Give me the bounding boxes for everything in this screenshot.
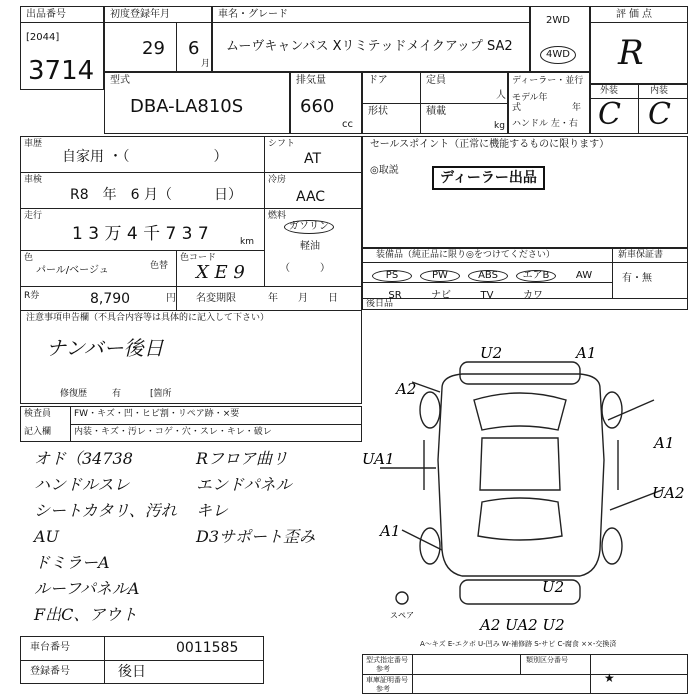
mark-left-mid: UA1 [362,450,395,468]
exterior-value: C [598,97,621,132]
equipment-item: AW [575,270,593,281]
lot-number: 3714 [28,56,95,86]
score-value: R [618,33,644,73]
repair-label: 修復歴 [60,389,88,399]
mileage-label: 走行 [24,211,43,221]
seats-label: 定員 [426,75,446,86]
seats-unit: 人 [496,90,506,101]
fuel-gasoline: ガソリン [284,220,334,234]
recycle-value: 8,790 [90,291,131,307]
inspector-label-1: 検査員 [24,409,52,419]
first-reg-label: 初度登録年月 [110,9,170,20]
star-mark: ★ [604,671,615,685]
car-damage-diagram [362,340,692,640]
equipment-item: PS [372,270,412,282]
warranty-value: 有・無 [622,273,652,284]
fuel-other: （ ） [280,263,330,274]
reg-no-label: 登録番号 [30,666,70,677]
handwritten-note: オド（34738 [34,449,133,468]
mark-right-mid: UA2 [652,484,685,502]
model-value: DBA-LA810S [130,96,244,117]
ac-value: AAC [296,189,326,205]
equipment-item: カワ [523,290,543,301]
recycle-label: R券 [24,291,40,301]
dealer-label: ディーラー・並行 [512,76,584,86]
lot-label: 出品番号 [26,9,66,20]
equipment-row-2 [372,285,556,301]
color-code-label: 色コード [180,253,217,263]
equipment-row-1 [372,265,604,282]
equipment-label: 装備品（純正品に限り◎をつけてください） [376,250,555,260]
mileage-unit: km [240,237,254,247]
model-year-label: モデル年式 [512,93,548,113]
warranty-label: 新車保証書 [618,250,664,260]
mark-left-low: A1 [380,522,401,540]
sales-points-box [362,136,688,248]
mark-top-right: A1 [576,344,597,362]
equipment-item: SR [388,290,402,301]
inspector-fw-line: FW・キズ・凹・ヒビ割・リペア跡・×要 [74,409,240,419]
inspector-int-line: 内装・キズ・汚レ・コゲ・穴・スレ・キレ・破レ [74,427,272,437]
load-unit: kg [494,121,505,131]
handwritten-note: キレ [196,501,228,520]
inspector-notes-right [196,446,315,550]
class-label: 類別区分番号 [526,656,568,664]
door-label: ドア [368,75,388,86]
repair-value: 有 [112,389,122,399]
shape-label: 形状 [368,106,388,117]
notes-handwritten: ナンバー後日 [46,336,164,360]
reg-deadline-label: 名変期限 [196,293,236,304]
handwritten-note: シートカタリ、汚れ [34,501,177,520]
mark-bottom: A2 UA2 U2 [480,616,565,634]
model-year-unit: 年 [572,103,582,113]
delivery-label: 後日品 [366,299,394,309]
load-label: 積載 [426,106,446,117]
usage-label: 車歴 [24,139,43,149]
model-label: 型式 [110,75,130,86]
score-label: 評価点 [616,9,655,20]
displacement-unit: cc [342,119,353,130]
mark-bottom-mid: U2 [542,578,565,596]
inspection-value: R8 年 6 月（ 日） [70,187,242,203]
ref2-label: 参考 [376,685,390,693]
equipment-item: TV [480,290,494,301]
inspector-notes-left [34,446,177,628]
color-change-label: 色替 [150,261,169,271]
handwritten-note: ドミラーA [34,553,110,572]
equipment-item: エアB [516,270,556,282]
handwritten-note: Rフロア曲リ [196,449,289,468]
mark-top-left: U2 [480,344,503,362]
handwritten-note: AU [34,527,60,546]
mark-right-upper: A1 [654,434,675,452]
equipment-item: PW [420,270,460,282]
inspector-label-2: 記入欄 [24,427,52,437]
handwritten-note: D3サポート歪み [196,527,316,546]
drive-2wd: 2WD [546,15,570,26]
chassis-value: 0011585 [176,640,239,656]
first-reg-year: 29 [142,38,165,59]
handwritten-note: エンドパネル [196,475,292,494]
mark-left-upper: A2 [396,380,417,398]
displacement-label: 排気量 [296,75,326,86]
notes-label: 注意事項申告欄（不具合内容等は具体的に記入して下さい） [26,313,270,323]
recycle-unit: 円 [166,293,176,304]
handwritten-note: ルーフパネルA [34,579,140,598]
repair-place: [箇所 [150,389,172,399]
reg-no-value: 後日 [118,664,146,680]
color-code-value: X E 9 [196,262,245,283]
fuel-label: 燃料 [268,211,287,221]
ref-label: 参考 [376,665,390,673]
equipment-item: ABS [468,270,508,282]
chassis-label: 車台番号 [30,642,70,653]
handle-label: ハンドル 左・右 [512,119,578,129]
usage-value: 自家用 ・（ ） [62,149,228,165]
month-unit: 月 [201,59,211,69]
dealer-badge: ディーラー出品 [432,166,545,190]
lot-sub: [2044] [26,32,60,43]
interior-value: C [648,97,671,132]
fuel-light-oil: 軽油 [300,241,320,252]
inspection-label: 車検 [24,175,43,185]
drive-4wd: 4WD [540,46,576,64]
spare-label: スペア [390,611,414,620]
car-name: ムーヴキャンバス Xリミテッドメイクアップ SA2 [226,39,513,54]
type-designation-label: 型式指定番号 [366,656,408,664]
displacement-value: 660 [300,96,335,117]
name-label: 車名・グレード [218,9,288,20]
mileage-value: 1 3 万 4 千 7 3 7 [72,224,209,244]
first-reg-month: 6 [188,38,200,59]
ac-label: 冷房 [268,175,287,185]
vehicle-no-label: 車庫証明番号 [366,676,408,684]
equipment-item: ナビ [431,290,451,301]
sales-points-label: セールスポイント（正常に機能するものに限ります） [370,139,610,150]
handwritten-note: ハンドルスレ [34,475,130,494]
exterior-label: 外装 [600,86,619,96]
shift-value: AT [304,151,322,167]
reg-deadline-value: 年 月 日 [268,293,338,304]
sales-manual: ◎取説 [370,165,399,176]
interior-label: 内装 [650,86,669,96]
handwritten-note: F出C、アウト [34,605,138,624]
color-label: 色 [24,253,34,263]
color-value: パール/ベージュ [36,265,109,276]
shift-label: シフト [268,139,296,149]
damage-legend: A～キズ E-エクボ U-凹み W-補修跡 S-サビ C-腐食 ××-交換済 [420,640,617,648]
